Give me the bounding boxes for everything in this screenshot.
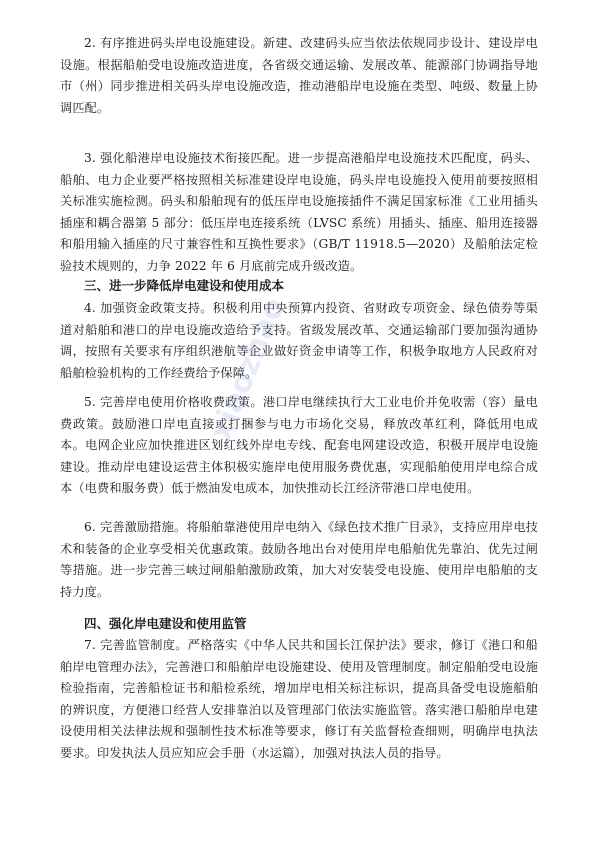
section-heading-4: 四、强化岸电建设和使用监管 <box>84 616 247 631</box>
paragraph-5: 5. 完善岸电使用价格收费政策。港口岸电继续执行大工业电价并免收需（容）量电费政策。鼓励港口岸电直接或打捆参与电力市场化交易，释放改革红利，降低用电成本。电网企业应加快推进区划红线外岸电专线、配套电网建设改造，积极开展岸电设施建设。推动岸电建设运营主体积极实施岸电使用服务费优惠，实现船舶使用岸电综合成本（电费和服务费）低于燃油发电成本，加快推动长江经济带港口岸电使用。 <box>60 395 538 495</box>
paragraph-3: 3. 强化船港岸电设施技术衔接匹配。进一步提高港船岸电设施技术匹配度，码头、船舶、电力企业要严格按照相关标准建设岸电设施，码头岸电设施投入使用前要按照相关标准实施检测。码头和船舶现有的低压岸电设施接插件不满足国家标准《工业用插头插座和耦合器第 5 部分：低压岸电连接系统（LVSC 系统）用插头、插座、船用连接器和船用输入插座的尺寸兼容性和互换性要求》（GB/T 11918.5—2020）及船舶法定检验技术规则的，力争 2022 年 6 月底前完成升级改造。 <box>60 151 538 273</box>
paragraph-6: 6. 完善激励措施。将船舶靠港使用岸电纳入《绿色技术推广目录》，支持应用岸电技术和装备的企业享受相关优惠政策。鼓励各地出台对使用岸电船舶优先靠泊、优先过闸等措施。进一步完善三峡过闸船舶激励政策，加大对安装受电设施、使用岸电船舶的支持力度。 <box>60 520 539 599</box>
paragraph-4: 4. 加强资金政策支持。积极利用中央预算内投资、省财政专项资金、绿色债券等渠道对船舶和港口的岸电设施改造给予支持。省级发展改革、交通运输部门要加强沟通协调，按照有关要求有序组织港航等企业做好资金申请等工作，积极争取地方人民政府对船舶检验机构的工作经费给予保障。 <box>60 301 538 380</box>
watermark: xiaozhao <box>203 293 293 446</box>
paragraph-7: 7. 完善监管制度。严格落实《中华人民共和国长江保护法》要求，修订《港口和船舶岸电管理办法》，完善港口和船舶岸电设施建设、使用及管理制度。制定船舶受电设施检验指南，完善船检证书和船检系统，增加岸电相关标注标识，提高具备受电设施船舶的辨识度，方便港口经营人安排靠泊以及管理部门依法实施监管。落实港口船舶岸电建设使用相关法律法规和强制性技术标准等要求，修订有关监督检查细则，明确岸电执法要求。印发执法人员应知应会手册（水运篇），加强对执法人员的指导。 <box>60 638 538 760</box>
section-heading-3: 三、进一步降低岸电建设和使用成本 <box>84 278 285 293</box>
paragraph-2: 2. 有序推进码头岸电设施建设。新建、改建码头应当依法依规同步设计、建设岸电设施。根据船舶受电设施改造进度，各省级交通运输、发展改革、能源部门协调指导地市（州）同步推进相关码头岸电设施改造，推动港船岸电设施在类型、吨级、数量上协调匹配。 <box>60 36 538 115</box>
